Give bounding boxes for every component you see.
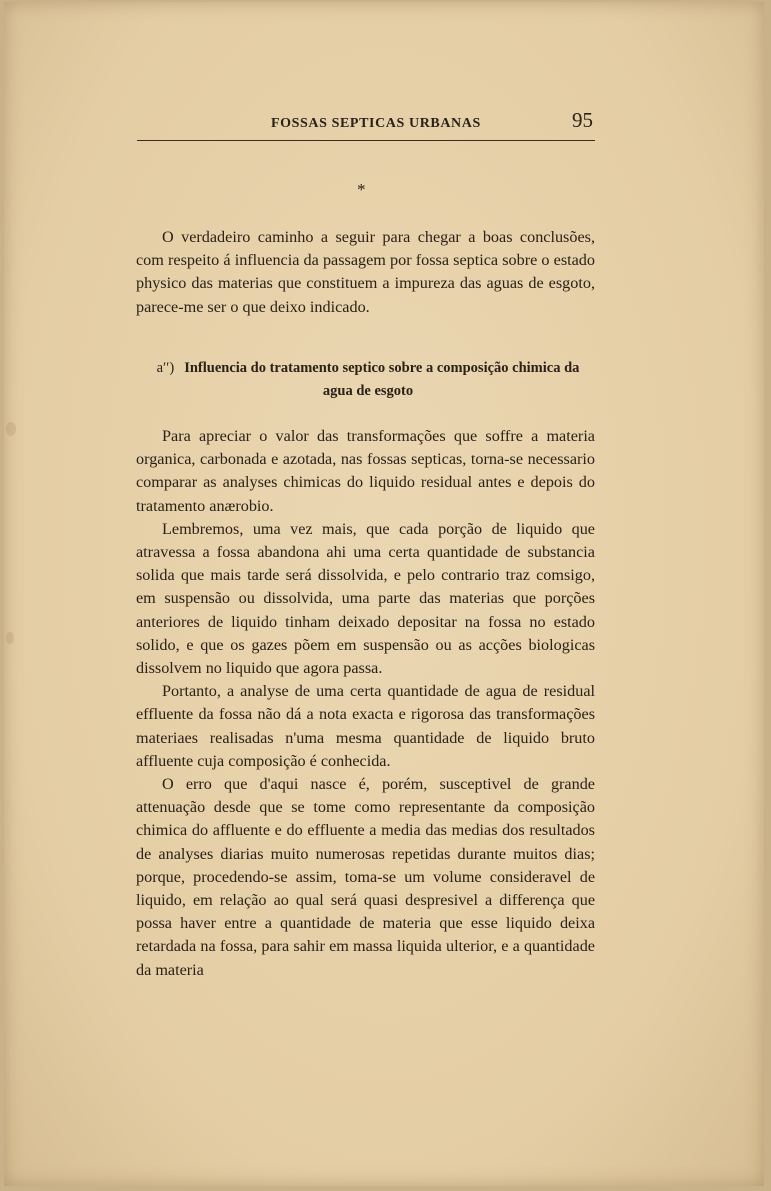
paper-stain — [6, 422, 16, 436]
paragraph: O erro que d'aqui nasce é, porém, susceptivel de grande attenuação desde que se tome como representante da composição chimica do affluente e do effluente a media das medias dos resultados de analyses diarias muito numerosas repetidas durante muitos dias; porque, procedendo-se assim, toma-se um volume consideravel de liquido, em relação ao qual será quasi despresivel a differença que possa haver entre a quantidade de materia que esse liquido deixa retardada na fossa, para sahir em massa liquida ulterior, e a quantidade da materia — [136, 775, 595, 979]
page-number: 95 — [572, 108, 593, 132]
paragraph: Para apreciar o valor das transformações que soffre a materia organica, carbonada e azotada, nas fossas septicas, torna-se necessario comparar as analyses chimicas do liquido residual antes e depois do tratamento anærobio. — [136, 427, 595, 515]
paper-stain — [6, 632, 14, 644]
section-heading-title: Influencia do tratamento septico sobre a composição chimica da agua de esgoto — [184, 360, 580, 399]
section-heading-marker: a′′) — [156, 360, 175, 376]
running-title: FOSSAS SEPTICAS URBANAS — [271, 116, 481, 131]
section-heading — [148, 357, 588, 403]
section-break-mark: * — [357, 180, 366, 199]
paragraph: Lembremos, uma vez mais, que cada porção de liquido que atravessa a fossa abandona ahi uma certa quantidade de substancia solida que mais tarde será dissolvida, e pelo contrario traz comsigo, em suspensão ou dissolvida, uma parte das materias que porções anteriores de liquido tinham deixado depositar na fossa no estado solido, e que os gazes põem em suspensão ou as acções biologicas dissolvem no liquido que agora passa. — [136, 519, 595, 678]
body-paragraphs — [136, 425, 595, 982]
intro-paragraph-block — [136, 226, 595, 319]
book-page — [4, 2, 764, 1186]
paragraph: Portanto, a analyse de uma certa quantidade de agua de residual effluente da fossa não dá a nota exacta e rigorosa das transformações materiaes realisadas n'uma mesma quantidade de liquido bruto affluente cuja composição é conhecida. — [136, 682, 595, 770]
intro-paragraph: O verdadeiro caminho a seguir para chegar a boas conclusões, com respeito á influencia da passagem por fossa septica sobre o estado physico das materias que constituem a impureza das aguas de esgoto, parece-me ser o que deixo indicado. — [136, 228, 595, 316]
page-header — [137, 106, 595, 141]
